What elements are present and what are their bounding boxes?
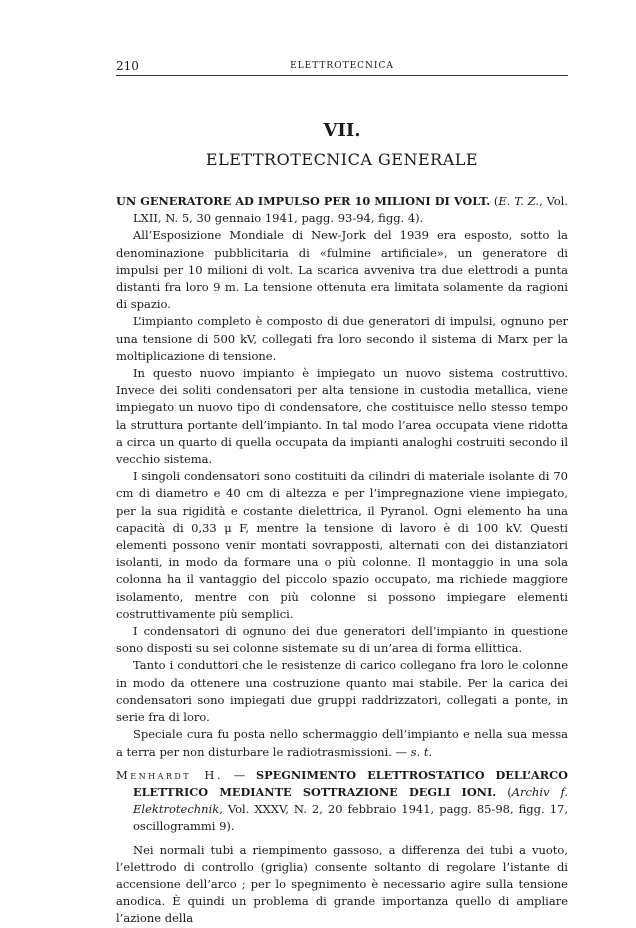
article2-paragraph: Nei normali tubi a riempimento gassoso, a differenza dei tubi a vuoto, l’elettrodo di controllo (griglia) consente soltanto di regolare l’istante di accensione dell’arco ; per lo spegnimento è necessario agire sulla tensione anodica. È quindi un problema di grande importanza quello di ampliare l’azione della [116,842,568,926]
article1-citation: , Vol. LXII, N. 5, 30 gennaio 1941, pagg. 93-94, figg. 4). [133,194,568,226]
chapter-number: VII. [323,120,361,141]
running-header [116,59,568,73]
article2-author: Menhardt H. [116,767,224,782]
chapter-title: ELETTROTECNICA GENERALE [205,150,479,169]
article1-signature: s. t. [410,744,433,759]
article2-journal: Archiv f. Elektrotechnik [133,784,568,817]
article1-heading: UN GENERATORE AD IMPULSO PER 10 MILIONI DI VOLT. (E. T. Z., Vol. LXII, N. 5, 30 gennaio 1941, pagg. 93-94, figg. 4). [116,194,568,226]
article2-citation: , Vol. XXXV, N. 2, 20 febbraio 1941, pagg. 85-98, figg. 17, oscillogrammi 9). [133,802,568,834]
article1-last-paragraph [116,726,568,760]
article1-source: E. T. Z. [498,194,540,208]
article1-paragraph: L’impianto completo è composto di due generatori di impulsi, ognuno per una tensione di 500 kV, collegati fra loro secondo il sistema di Marx per la moltiplicazione di tensione. [116,314,568,363]
article1-paragraph: All’Esposizione Mondiale di New-Jork del 1939 era esposto, sotto la denominazione pubblicitaria di «fulmine artificiale», un generatore di impulsi per 10 milioni di volt. La scarica avveniva tra due elettrodi a punta distanti fra loro 9 m. La tensione ottenuta era limitata solamente da ragioni di spazio. [116,228,568,312]
article1-paragraph: In questo nuovo impianto è impiegato un nuovo sistema costruttivo. Invece dei soliti condensatori per alta tensione in custodia metallica, viene impiegato un nuovo tipo di condensatore, che costituisce nello stesso tempo la struttura portante dell’impianto. In tal modo l’area occupata viene ridotta a circa un quarto di quella occupata da impianti analoghi costruiti secondo il vecchio sistema. [116,366,568,467]
page-number: 210 [116,59,139,73]
article-body [116,193,568,928]
article2-dash: — [223,767,256,782]
article2-heading: Menhardt H. — SPEGNIMENTO ELETTROSTATICO DELL’ARCO ELETTRICO MEDIANTE SOTTRAZIONE DEGLI IONI. (Archiv f. Elektrotechnik, Vol. XXXV, N. 2, 20 febbraio 1941, pagg. 85-98, figg. 17, oscillogrammi 9). [116,767,569,834]
article1-paragraph: I condensatori di ognuno dei due generatori dell’impianto in questione sono disposti su sei colonne sistemate su di un’area di forma ellittica. [116,624,568,656]
article1-last-text: Speciale cura fu posta nello schermaggio dell’impianto e nella sua messa a terra per non disturbare le radiotrasmissioni. — [116,727,568,759]
header-rule [116,75,568,76]
article1-title: UN GENERATORE AD IMPULSO PER 10 MILIONI DI VOLT. [116,194,491,208]
article1-paragraph: Tanto i conduttori che le resistenze di carico collegano fra loro le colonne in modo da ottenere una costruzione quanto mai stabile. Per la carica dei condensatori sono impiegati due gruppi raddrizzatori, collegati a ponte, in serie fra di loro. [116,658,568,725]
article1-paragraph: I singoli condensatori sono costituiti da cilindri di materiale isolante di 70 cm di diametro e 40 cm di altezza e per l’impregnazione viene impiegato, per la sua rigidità e costante dielettrica, il Pyranol. Ogni elemento ha una capacità di 0,33 μ F, mentre la tensione di lavoro è di 100 kV. Questi elementi possono venir montati sovrapposti, alternati con dei distanziatori isolanti, in modo da formare una o più colonne. Il montaggio in una sola colonna ha il vantaggio del piccolo spazio occupato, ma richiede maggiore isolamento, mentre con più colonne si possono impiegare elementi costruttivamente più semplici. [116,469,568,621]
running-title: ELETTROTECNICA [290,61,394,71]
article2-title: SPEGNIMENTO ELETTROSTATICO DELL’ARCO ELETTRICO MEDIANTE SOTTRAZIONE DEGLI IONI. [133,767,569,799]
